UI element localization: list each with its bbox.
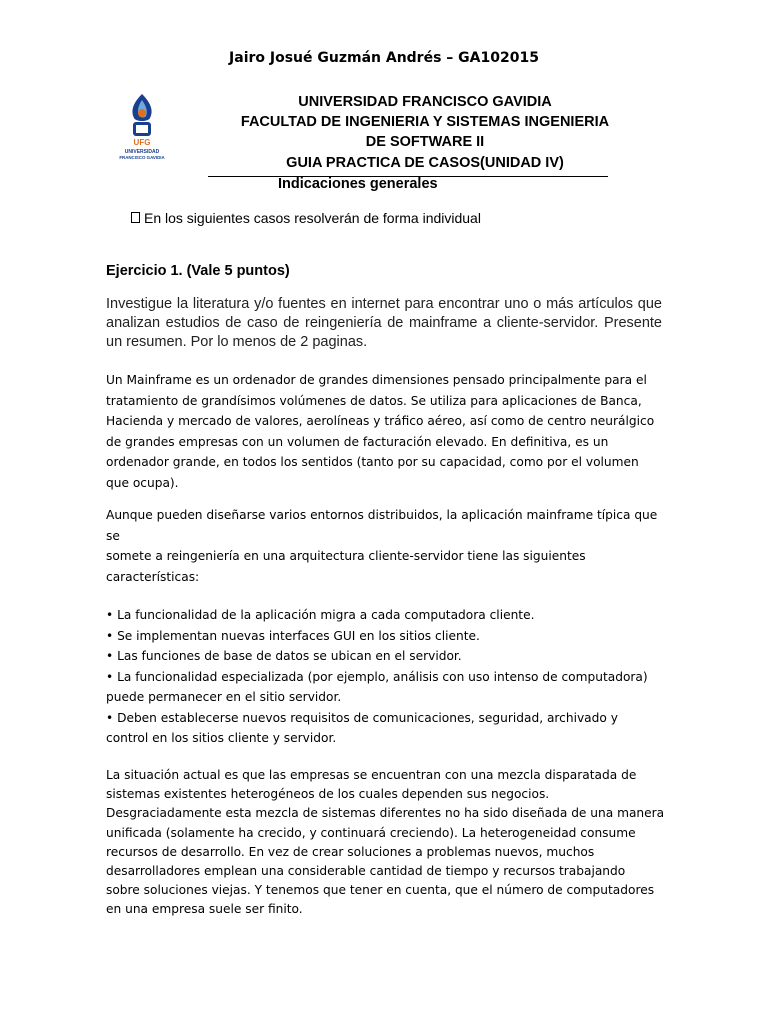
text-line: recursos de desarrollo. En vez de crear soluciones a problemas nuevos, muchos	[106, 844, 595, 859]
text-line: en una empresa suele ser finito.	[106, 902, 303, 917]
author-line: Jairo Josué Guzmán Andrés – GA102015	[229, 50, 539, 66]
header-course: DE SOFTWARE II	[365, 134, 485, 150]
list-item: • Se implementan nuevas interfaces GUI en los sitios cliente.	[106, 628, 480, 643]
header-guide-title: GUIA PRACTICA DE CASOS(UNIDAD IV)	[286, 155, 564, 171]
list-item: • La funcionalidad de la aplicación migra a cada computadora cliente.	[106, 608, 535, 622]
logo-text-universidad: UNIVERSIDAD	[124, 149, 160, 155]
text-line: de grandes empresas con un volumen de facturación elevado. En definitiva, es un	[106, 434, 609, 449]
text-line: La situación actual es que las empresas se encuentran con una mezcla disparatada de	[106, 768, 637, 782]
logo-text-name: FRANCISCO GAVIDIA	[119, 155, 165, 160]
text-line: ordenador grande, en todos los sentidos (tanto por su capacidad, como por el volumen	[106, 455, 639, 469]
text-line: Un Mainframe es un ordenador de grandes dimensiones pensado principalmente para el	[106, 373, 647, 387]
paragraph-current-situation	[106, 766, 666, 920]
text-line: que ocupa).	[106, 475, 179, 490]
text-line: unificada (solamente ha crecido, y continuará creciendo). La heterogeneidad consume	[106, 825, 636, 840]
header-university: UNIVERSIDAD FRANCISCO GAVIDIA	[298, 94, 552, 110]
logo-text-ufg: UFG	[133, 138, 151, 147]
list-item-continuation: puede permanecer en el sitio servidor.	[106, 690, 342, 704]
exercise-title: Ejercicio 1. (Vale 5 puntos)	[106, 263, 290, 279]
instruction-item	[131, 210, 481, 226]
paragraph-mainframe-definition	[106, 370, 666, 493]
text-line: Hacienda y mercado de valores, aerolíneas y tráfico aéreo, así como de centro neurálgico	[106, 414, 655, 428]
text-line: se	[106, 528, 120, 543]
text-line: Desgraciadamente esta mezcla de sistemas diferentes no ha sido diseñada de una manera	[106, 806, 665, 821]
text-line: características:	[106, 569, 200, 584]
list-item: • Las funciones de base de datos se ubican en el servidor.	[106, 649, 462, 663]
text-line: sistemas existentes heterogéneos de los cuales dependen sus negocios.	[106, 787, 550, 802]
text-line: sobre soluciones viejas. Y tenemos que tener en cuenta, que el número de computadores	[106, 883, 655, 898]
header-faculty: FACULTAD DE INGENIERIA Y SISTEMAS INGENIERIA	[240, 114, 610, 130]
instruction-text: En los siguientes casos resolverán de forma individual	[144, 210, 481, 226]
characteristics-list	[106, 605, 666, 749]
checkbox-bullet-icon	[131, 212, 140, 223]
exercise-prompt: Investigue la literatura y/o fuentes en internet para encontrar uno o más artículos que analizan estudios de caso de reingeniería de mainframe a cliente-servidor. Presente un resumen. Por lo menos de 2 paginas.	[106, 296, 662, 350]
text-line: Aunque pueden diseñarse varios entornos distribuidos, la aplicación mainframe típica que	[106, 508, 658, 522]
list-item-continuation: control en los sitios cliente y servidor.	[106, 731, 337, 745]
text-line: desarrolladores emplean una considerable cantidad de tiempo y recursos trabajando	[106, 864, 626, 879]
list-item: • La funcionalidad especializada (por ejemplo, análisis con uso intenso de computadora)	[106, 669, 648, 684]
general-indications-heading: Indicaciones generales	[278, 176, 438, 192]
paragraph-reengineering-intro	[106, 505, 666, 587]
list-item: • Deben establecerse nuevos requisitos de comunicaciones, seguridad, archivado y	[106, 710, 618, 725]
text-line: somete a reingeniería en una arquitectura cliente-servidor tiene las siguientes	[106, 549, 586, 563]
text-line: tratamiento de grandísimos volúmenes de datos. Se utiliza para aplicaciones de Banca,	[106, 393, 642, 408]
